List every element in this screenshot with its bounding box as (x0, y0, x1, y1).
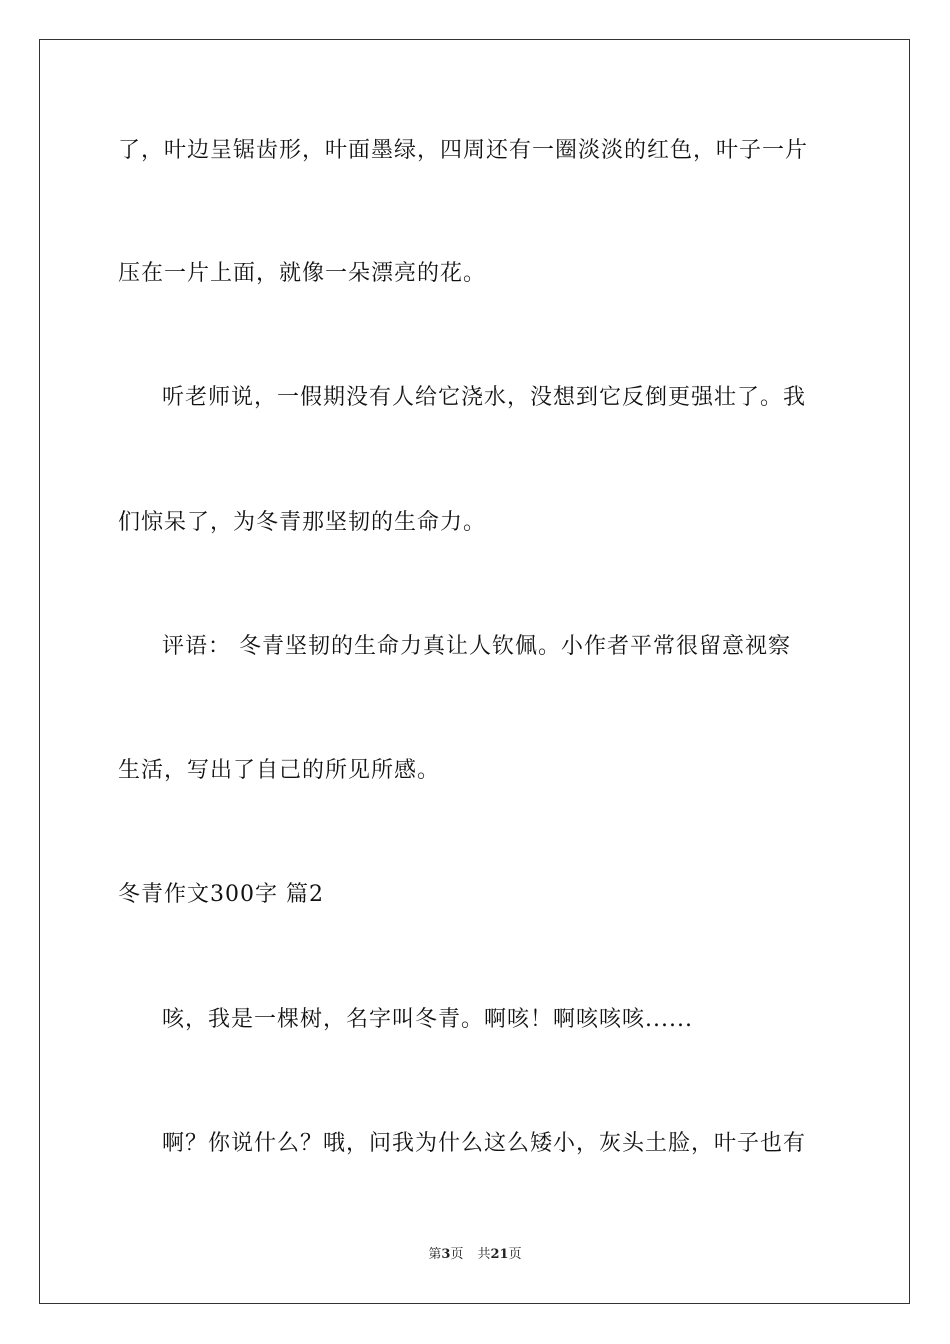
paragraph-line-6: 啊？你说什么？哦，问我为什么这么矮小，灰头土脸，叶子也有 (162, 1131, 807, 1156)
footer-page-suffix: 页 (450, 1247, 464, 1262)
footer-total-suffix: 页 (508, 1247, 522, 1262)
footer-page-prefix: 第 (428, 1247, 442, 1262)
footer-page-number: 3 (441, 1247, 451, 1262)
paragraph-line-3: 听老师说，一假期没有人给它浇水，没想到它反倒更强壮了。我 (162, 385, 807, 410)
paragraph-line-4: 们惊呆了，为冬青那坚韧的生命力。 (118, 510, 487, 535)
paragraph-line-2: 压在一片上面，就像一朵漂亮的花。 (118, 261, 487, 286)
paragraph-line-5: 咳，我是一棵树，名字叫冬青。啊咳！啊咳咳咳...... (162, 1007, 693, 1032)
page-border (39, 39, 910, 1304)
paragraph-line-1: 了，叶边呈锯齿形，叶面墨绿，四周还有一圈淡淡的红色，叶子一片 (118, 138, 809, 163)
comment-line-1: 评语： 冬青坚韧的生命力真让人钦佩。小作者平常很留意视察 (162, 634, 791, 659)
footer-total-prefix: 共 (477, 1247, 491, 1262)
page-footer (0, 1246, 950, 1264)
comment-line-2: 生活，写出了自己的所见所感。 (118, 758, 441, 783)
section-heading: 冬青作文300字 篇2 (118, 882, 324, 907)
footer-total-pages: 21 (490, 1247, 509, 1262)
